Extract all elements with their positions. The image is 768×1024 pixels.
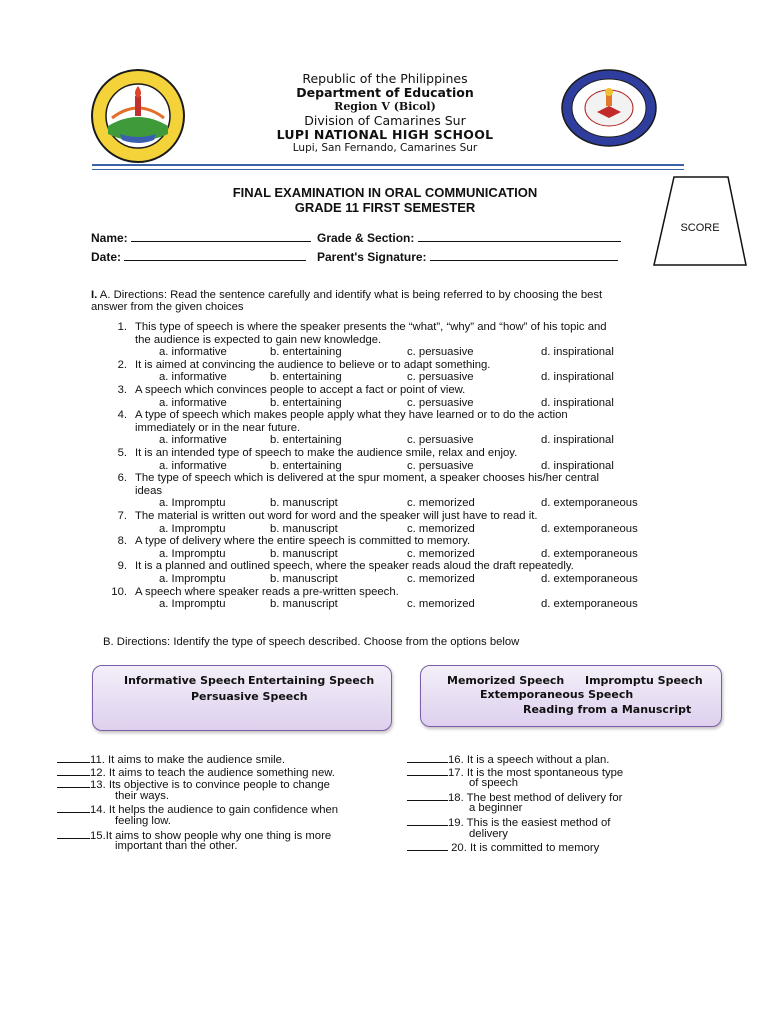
question-number: 6. <box>117 472 127 485</box>
answer-blank[interactable] <box>407 790 448 801</box>
answer-choice[interactable]: d. extemporaneous <box>541 547 638 560</box>
question-number: 3. <box>117 384 127 396</box>
question-text: It is an intended type of speech to make the audience smile, relax and enjoy. <box>135 447 518 459</box>
grade-section-label: Grade & Section: <box>317 231 415 245</box>
question-text: It is aimed at convincing the audience to believe or to adapt something. <box>135 358 491 371</box>
division-line: Division of Camarines Sur <box>304 113 466 128</box>
identification-item <box>407 840 599 855</box>
department-line: Department of Education <box>296 85 474 100</box>
question-number: 9. <box>117 560 127 573</box>
exam-title: FINAL EXAMINATION IN ORAL COMMUNICATION <box>232 185 538 200</box>
identification-item <box>57 777 330 792</box>
item-text: 19. This is the easiest method of <box>448 817 611 829</box>
option-extemporaneous: Extemporaneous Speech <box>480 688 634 701</box>
answer-choice[interactable]: b. entertaining <box>270 459 342 472</box>
answer-choice[interactable]: a. Impromptu <box>159 573 226 585</box>
header-divider <box>92 164 684 166</box>
answer-blank[interactable] <box>407 840 448 851</box>
part-number: I. <box>91 289 98 301</box>
answer-choice[interactable]: b. manuscript <box>270 497 338 510</box>
question-text: It is a planned and outlined speech, where the speaker reads aloud the draft repeatedly. <box>135 560 574 573</box>
option-impromptu: Impromptu Speech <box>585 674 703 687</box>
answer-choice[interactable]: b. manuscript <box>270 547 338 560</box>
school-address: Lupi, San Fernando, Camarines Sur <box>292 142 478 154</box>
question-number: 10. <box>111 585 127 598</box>
answer-choice[interactable]: b. entertaining <box>270 396 342 409</box>
question-number: 2. <box>117 358 127 371</box>
question-text: A type of speech which makes people apply what they have learned or to do the action <box>135 409 568 422</box>
answer-choice[interactable]: c. persuasive <box>407 459 474 472</box>
identification-item <box>407 815 610 830</box>
date-label: Date: <box>91 250 122 264</box>
option-persuasive: Persuasive Speech <box>191 690 308 703</box>
parent-signature-field[interactable] <box>317 249 618 264</box>
part-b-directions: B. Directions: Identify the type of speech described. Choose from the options below <box>103 636 520 648</box>
item-text: 18. The best method of delivery for <box>448 791 623 804</box>
answer-choice[interactable]: d. extemporaneous <box>541 573 638 585</box>
answer-choice[interactable]: a. informative <box>159 346 227 359</box>
score-box <box>650 175 750 267</box>
answer-choice[interactable]: a. Impromptu <box>159 522 226 535</box>
item-text-continued: their ways. <box>115 789 169 802</box>
answer-blank[interactable] <box>407 752 448 763</box>
answer-choice[interactable]: c. memorized <box>407 497 475 510</box>
question-text: A type of delivery where the entire speech is committed to memory. <box>135 535 471 548</box>
item-text-continued: delivery <box>469 827 508 840</box>
question-text: The material is written out word for word and the speaker will just have to read it. <box>135 510 538 522</box>
school-name: LUPI NATIONAL HIGH SCHOOL <box>276 127 494 142</box>
score-label: SCORE <box>680 222 720 234</box>
name-field[interactable] <box>91 230 311 245</box>
answer-choice[interactable]: c. memorized <box>407 522 475 535</box>
item-text: 14. It helps the audience to gain confidence when <box>90 804 339 817</box>
answer-choice[interactable]: c. persuasive <box>407 396 474 409</box>
answer-choice[interactable]: d. extemporaneous <box>541 497 638 510</box>
question-text: the audience is expected to gain new knowledge. <box>135 333 382 346</box>
republic-line: Republic of the Philippines <box>302 71 468 86</box>
answer-blank[interactable] <box>57 765 90 776</box>
answer-choice[interactable]: d. extemporaneous <box>541 522 638 535</box>
directions-line-1: A. Directions: Read the sentence carefully and identify what is being referred to by choosing the best <box>99 289 603 301</box>
answer-choice[interactable]: d. inspirational <box>541 396 614 409</box>
answer-choice[interactable]: c. memorized <box>407 573 475 585</box>
answer-choice[interactable]: a. Impromptu <box>159 547 226 560</box>
identification-item <box>57 802 338 817</box>
header-divider-thin <box>92 169 684 170</box>
question-number: 5. <box>117 447 127 459</box>
answer-choice[interactable]: c. persuasive <box>407 371 474 384</box>
option-entertaining: Entertaining Speech <box>248 674 375 687</box>
item-text: 20. It is committed to memory <box>448 842 600 855</box>
region-line: Region V (Bicol) <box>334 100 436 113</box>
answer-blank[interactable] <box>57 777 90 788</box>
answer-choice[interactable]: c. memorized <box>407 547 475 560</box>
answer-choice[interactable]: a. Impromptu <box>159 598 226 611</box>
exam-subtitle: GRADE 11 FIRST SEMESTER <box>294 200 476 215</box>
answer-blank[interactable] <box>407 815 448 826</box>
item-text-continued: feeling low. <box>115 815 171 827</box>
answer-blank[interactable] <box>57 802 90 813</box>
question-number: 7. <box>117 510 127 522</box>
answer-choice[interactable]: c. persuasive <box>407 346 474 359</box>
item-text: 15.It aims to show people why one thing is more <box>90 829 332 842</box>
option-informative: Informative Speech <box>124 674 246 687</box>
answer-choice[interactable]: a. informative <box>159 459 227 472</box>
answer-choice[interactable]: b. manuscript <box>270 522 338 535</box>
item-text: 16. It is a speech without a plan. <box>448 754 610 766</box>
item-text: 13. Its objective is to convince people to change <box>90 779 330 792</box>
answer-choice[interactable]: a. informative <box>159 396 227 409</box>
division-seal-logo <box>90 68 186 164</box>
answer-choice[interactable]: d. inspirational <box>541 434 614 447</box>
part-a-directions <box>91 289 602 302</box>
name-label: Name: <box>91 231 128 245</box>
question-number: 4. <box>117 409 127 422</box>
item-text-continued: important than the other. <box>115 840 238 853</box>
answer-choice[interactable]: d. extemporaneous <box>541 598 638 611</box>
question-number: 8. <box>117 535 127 548</box>
answer-choice[interactable]: d. inspirational <box>541 346 614 359</box>
school-seal-logo <box>560 68 658 148</box>
date-field[interactable] <box>91 249 306 264</box>
grade-section-field[interactable] <box>317 230 621 245</box>
parent-signature-label: Parent's Signature: <box>317 250 427 264</box>
answer-choice[interactable]: c. memorized <box>407 598 475 611</box>
question-text: This type of speech is where the speaker presents the “what”, “why” and “how” of his topic and <box>135 321 607 333</box>
speech-types-box <box>92 665 392 731</box>
answer-blank[interactable] <box>407 765 448 776</box>
directions-line-2: answer from the given choices <box>91 301 244 313</box>
answer-choice[interactable]: b. entertaining <box>270 346 342 359</box>
answer-choice[interactable]: a. informative <box>159 371 227 384</box>
answer-blank[interactable] <box>57 752 90 763</box>
answer-choice[interactable]: b. manuscript <box>270 598 338 611</box>
question-text: immediately or in the near future. <box>135 421 301 434</box>
item-text: 11. It aims to make the audience smile. <box>90 754 286 766</box>
option-memorized: Memorized Speech <box>447 674 565 687</box>
item-text-continued: of speech <box>469 777 518 790</box>
question-text: A speech where speaker reads a pre-written speech. <box>135 585 399 598</box>
answer-choice[interactable]: b. entertaining <box>270 434 342 447</box>
answer-choice[interactable]: a. Impromptu <box>159 497 226 510</box>
question-number: 1. <box>117 321 127 333</box>
delivery-methods-box <box>420 665 722 727</box>
answer-choice[interactable]: b. manuscript <box>270 573 338 585</box>
answer-blank[interactable] <box>57 828 90 839</box>
answer-choice[interactable]: d. inspirational <box>541 459 614 472</box>
answer-choice[interactable]: c. persuasive <box>407 434 474 447</box>
answer-choice[interactable]: d. inspirational <box>541 371 614 384</box>
item-text-continued: a beginner <box>469 802 523 815</box>
question-text: A speech which convinces people to accept a fact or point of view. <box>135 384 466 396</box>
item-text: 12. It aims to teach the audience something new. <box>90 766 335 779</box>
answer-choice[interactable]: a. informative <box>159 434 227 447</box>
option-manuscript: Reading from a Manuscript <box>523 703 692 716</box>
question-text: The type of speech which is delivered at the spur moment, a speaker chooses his/her central <box>135 472 600 485</box>
answer-choice[interactable]: b. entertaining <box>270 371 342 384</box>
item-text: 17. It is the most spontaneous type <box>448 766 624 779</box>
question-text: ideas <box>135 484 163 497</box>
